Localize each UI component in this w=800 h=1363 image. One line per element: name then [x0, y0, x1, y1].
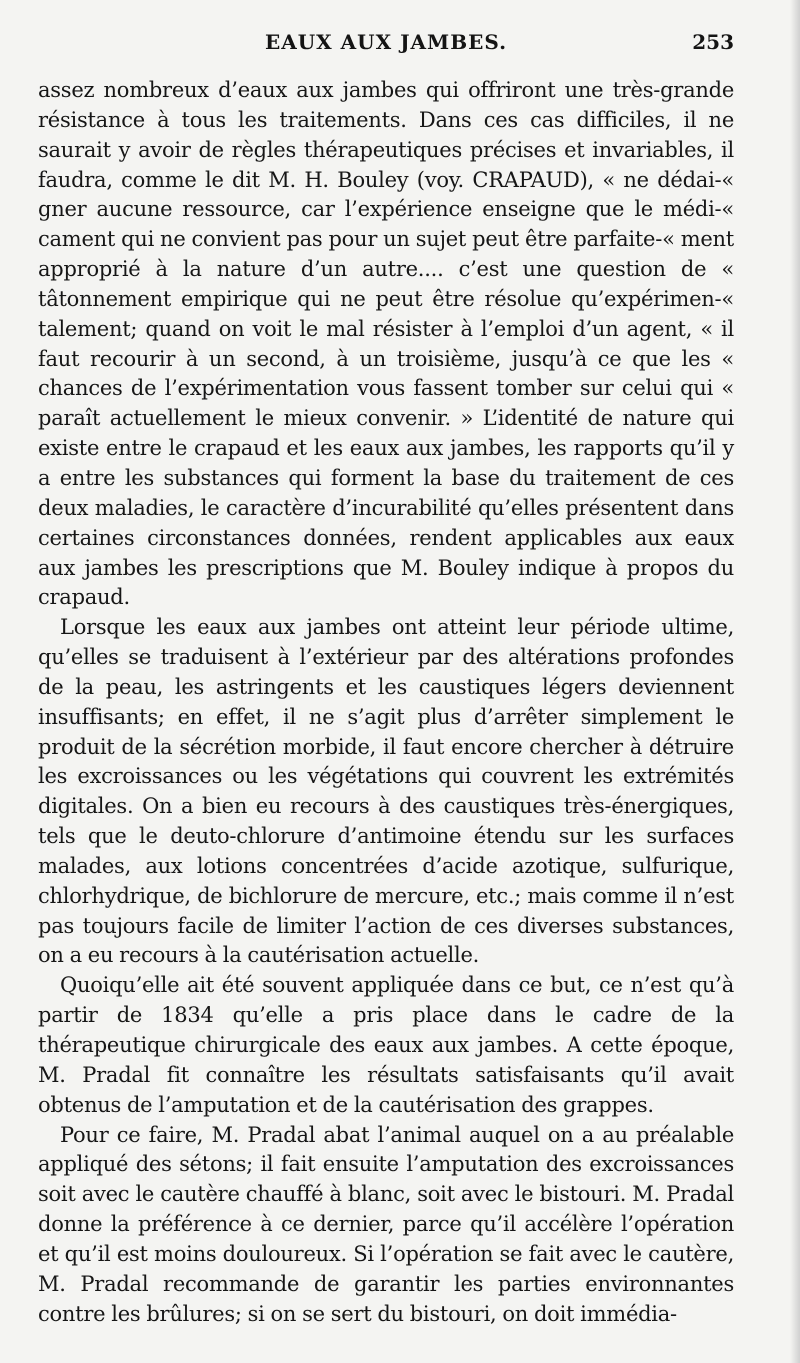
paragraph-1: assez nombreux d’eaux aux jambes qui offriront une très-grande résistance à tous les traitements. Dans ces cas difficiles, il ne saurait y avoir de règles thérapeutiques précises et invariables, il faudra, comme le dit M. H. Bouley (voy. CRAPAUD), « ne dédai-« gner aucune ressource, car l’expérience enseigne que le médi-« cament qui ne convient pas pour un sujet peut être parfaite-« ment approprié à la nature d’un autre.... c’est une question de « tâtonnement empirique qui ne peut être résolue qu’expérimen-« talement; quand on voit le mal résister à l’emploi d’un agent, « il faut recourir à un second, à un troisième, jusqu’à ce que les « chances de l’expérimentation vous fassent tomber sur celui qui « paraît actuellement le mieux convenir. » L’identité de nature qui existe entre le crapaud et les eaux aux jambes, les rapports qu’il y a entre les substances qui forment la base du traitement de ces deux maladies, le caractère d’incurabilité qu’elles présentent dans certaines circonstances données, rendent applicables aux eaux aux jambes les prescriptions que M. Bouley indique à propos du crapaud.	[38, 78, 734, 610]
body-text	[38, 76, 734, 1329]
paragraph-2: Lorsque les eaux aux jambes ont atteint leur période ultime, qu’elles se traduisent à l’extérieur par des altérations profondes de la peau, les astringents et les caustiques légers deviennent insuffisants; en effet, il ne s’agit plus d’arrêter simplement le produit de la sécrétion morbide, il faut encore chercher à détruire les excroissances ou les végétations qui couvrent les extrémités digitales. On a bien eu recours à des caustiques très-énergiques, tels que le deuto-chlorure d’antimoine étendu sur les surfaces malades, aux lotions concentrées d’acide azotique, sulfurique, chlorhydrique, de bichlorure de mercure, etc.; mais comme il n’est pas toujours facile de limiter l’action de ces diverses substances, on a eu recours à la cautérisation actuelle.	[38, 615, 734, 968]
page-edge-shadow	[790, 0, 800, 1363]
paragraph-3: Quoiqu’elle ait été souvent appliquée dans ce but, ce n’est qu’à partir de 1834 qu’elle a pris place dans le cadre de la thérapeutique chirurgicale des eaux aux jambes. A cette époque, M. Pradal fit connaître les résultats satisfaisants qu’il avait obtenus de l’amputation et de la cautérisation des grappes.	[38, 973, 734, 1117]
running-head	[38, 30, 734, 62]
running-title: EAUX AUX JAMBES.	[264, 30, 508, 54]
paragraph-4: Pour ce faire, M. Pradal abat l’animal auquel on a au préalable appliqué des sétons; il fait ensuite l’amputation des excroissances soit avec le cautère chauffé à blanc, soit avec le bistouri. M. Pradal donne la préférence à ce dernier, parce qu’il accélère l’opération et qu’il est moins douloureux. Si l’opération se fait avec le cautère, M. Pradal recommande de garantir les parties environnantes contre les brûlures; si on se sert du bistouri, on doit immédia-	[38, 1122, 734, 1326]
page-number: 253	[692, 30, 734, 54]
